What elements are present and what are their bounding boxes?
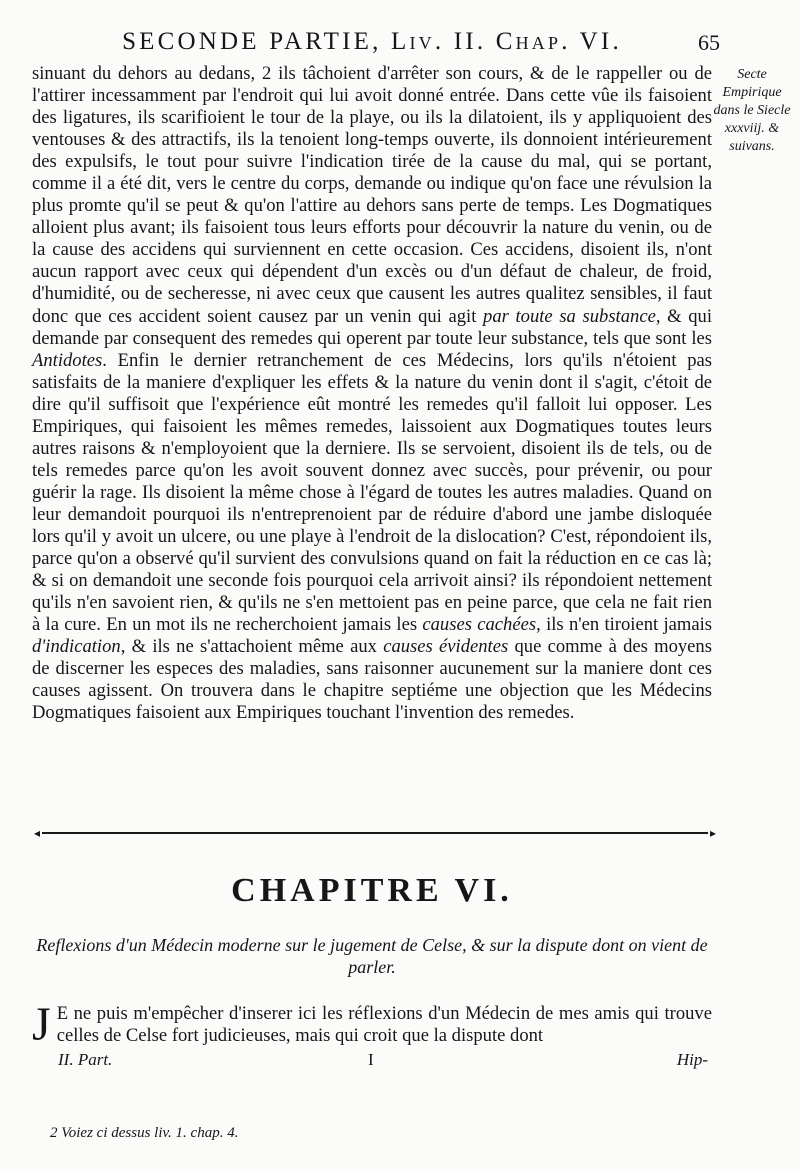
section-rule — [34, 826, 716, 840]
body-italic-1: par toute sa substance — [483, 305, 656, 327]
margin-note: Secte Empirique dans le Siecle xxxviij. & suivans. — [713, 67, 791, 154]
catchword: Hip- — [676, 1050, 708, 1069]
body-italic-5: causes évidentes — [383, 636, 509, 658]
page-header — [72, 28, 722, 62]
body-text — [32, 63, 712, 724]
body-italic-4: d'indication — [32, 636, 121, 658]
body-text-part-6: que comme à des moyens de discerner les especes des maladies, sans raisonner aucunement sur la maniere dont ces causes agissent. On trouvera dans le chapitre septiéme une objection que les Médecins Dogmatiques faisoient aux Empiriques touchant l'invention des remedes. — [32, 636, 712, 724]
chapter-title: CHAPITRE VI. — [231, 872, 513, 909]
rule-ornament-left: ◂ — [34, 826, 41, 840]
body-text-part-4: , ils n'en tiroient jamais — [536, 614, 712, 636]
running-head: SECONDE PARTIE, Liv. II. Chap. VI. — [122, 28, 622, 55]
footnote: 2 Voiez ci dessus liv. 1. chap. 4. — [50, 1125, 239, 1141]
body-italic-2: Antidotes — [32, 349, 103, 371]
signature-part: II. Part. — [58, 1050, 113, 1069]
body-text-part-3: . Enfin le dernier retranchement de ces Médecins, lors qu'ils n'étoient pas satisfaits de la maniere d'expliquer les effets & la nature du venin dont il s'agit, c'étoit de dire qu'il suffisoit que l'expérience eût montré les remedes qu'il falloit lui opposer. Les Empiriques, qui faisoient les mêmes remedes, laissoient aux Dogmatiques toutes leurs autres raisons & n'employoient que la derniere. Ils se servoient, disoient ils de tels, ou de tels remedes parce qu'on les avoit souvent donnez avec succès, pour prévenir, ou pour guérir la rage. Ils disoient la même chose à l'égard de toutes les autres maladies. Quand on leur demandoit pourquoi ils n'entreprenoient par de réduire d'abord une jambe disloquée lors qu'il y avoit un ulcere, ou une playe à l'endroit de la dislocation? C'est, répondoient ils, parce qu'on a observé qu'il survient des convulsions quand on fait la réduction en ce cas là; & si on demandoit une seconde fois pourquoi cela arrivoit ainsi? ils répondoient nettement qu'ils n'en savoient rien, & qu'ils ne s'en mettoient pas en peine parce, que cela ne fait rien à la cure. En un mot ils ne recherchoient jamais les — [32, 349, 712, 636]
body-text-part-2: , & qui demande par consequent des remedes qui operent par toute leur substance, tels que sont les — [32, 305, 712, 349]
rule-ornament-right: ▸ — [709, 826, 716, 840]
page-number: 65 — [698, 30, 720, 55]
chapter-opening — [32, 998, 712, 1051]
body-text-part-1: sinuant du dehors au dedans, 2 ils tâchoient d'arrêter son cours, & de le rappeller ou de l'attirer incessamment par l'endroit qui lui avoit donné entrée. Dans cette vûe ils faisoient des ligatures, ils scarifioient le tour de la playe, ou ils la dilatoient, ils y appliquoient des ventouses & des attractifs, ils la tenoient long-temps ouverte, ils donnoient intérieurement des expulsifs, le tout pour suivre l'indication tirée de la cause du mal, qui se portant, comme il a été dit, vers le centre du corps, demande ou indique qu'on face une révulsion la plus promte qu'il se peut & qu'on l'attire au dehors sans perte de temps. Les Dogmatiques alloient plus avant; ils faisoient tous leurs efforts pour découvrir la nature du venin, ou de la cause des accidens qui surviennent en cette occasion. Ces accidens, disoient ils, n'ont aucun rapport avec ceux qui dépendent d'un excès ou d'un défaut de chaleur, de froid, d'humidité, ou de secheresse, ni avec ceux que causent les autres qualitez sensibles, il faut donc que ces accident soient causez par un venin qui agit — [32, 63, 712, 327]
signature-mark: I — [368, 1050, 374, 1069]
body-text-part-5: , & ils ne s'attachoient même aux — [120, 636, 377, 658]
body-paragraph — [32, 63, 712, 724]
chapter-subtitle: Reflexions d'un Médecin moderne sur le jugement de Celse, & sur la dispute dont on vient de parler. — [36, 935, 708, 977]
drop-cap: J — [32, 998, 51, 1051]
body-italic-3: causes cachées — [422, 614, 537, 636]
opening-text: E ne puis m'empêcher d'inserer ici les réflexions d'un Médecin de mes amis qui trouve celles de Celse fort judicieuses, mais qui croit que la dispute dont — [56, 1003, 712, 1046]
signature-line — [58, 1050, 708, 1074]
